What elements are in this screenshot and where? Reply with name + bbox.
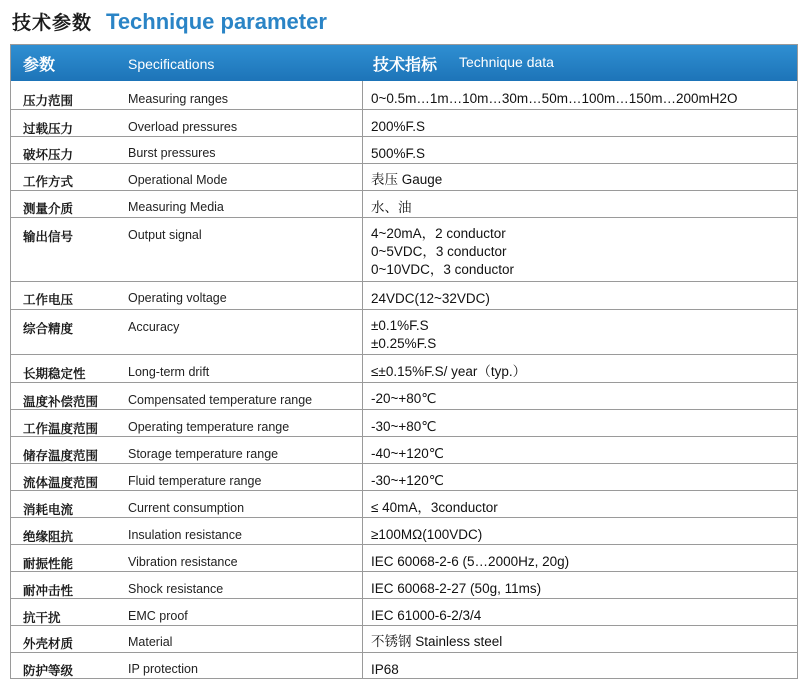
param-value-line: -40~+120℃ (371, 446, 444, 461)
param-name-cn: 过载压力 (23, 121, 74, 136)
param-value (371, 118, 425, 136)
param-name-en: Burst pressures (128, 146, 216, 160)
param-value (371, 472, 444, 490)
param-name-cn: 防护等级 (23, 663, 74, 678)
column-divider (362, 383, 363, 409)
page-title (12, 8, 327, 36)
param-value-line: IEC 60068-2-27 (50g, 11ms) (371, 581, 542, 596)
spec-table (10, 44, 798, 679)
table-row (11, 625, 797, 652)
param-name-cn: 储存温度范围 (23, 448, 99, 463)
param-name-cn: 耐振性能 (23, 556, 74, 571)
param-value (371, 199, 412, 217)
table-row (11, 309, 797, 354)
param-value-line: IP68 (371, 662, 399, 677)
column-divider (362, 626, 363, 652)
column-divider (362, 545, 363, 571)
param-value-line: 水、油 (371, 200, 412, 215)
param-name-en: Storage temperature range (128, 447, 279, 461)
column-divider (362, 355, 363, 382)
column-divider (362, 191, 363, 217)
table-row (11, 382, 797, 409)
table-row (11, 109, 797, 136)
param-value (371, 418, 436, 436)
column-divider (362, 310, 363, 354)
param-name-en: Measuring ranges (128, 92, 229, 106)
header-data-en: Technique data (459, 54, 554, 70)
param-name-en: Compensated temperature range (128, 393, 313, 407)
table-row (11, 81, 797, 109)
param-name-en: Measuring Media (128, 200, 224, 214)
param-name-cn: 绝缘阻抗 (23, 529, 74, 544)
param-value (371, 290, 490, 308)
param-value (371, 553, 569, 571)
column-divider (362, 110, 363, 136)
param-value (371, 390, 436, 408)
param-value-line: 0~10VDC，3 conductor (371, 262, 514, 277)
param-value (371, 445, 444, 463)
param-value-line: 4~20mA，2 conductor (371, 226, 506, 241)
param-value-line: -30~+120℃ (371, 473, 444, 488)
param-name-cn: 工作电压 (23, 292, 74, 307)
table-row (11, 409, 797, 436)
param-name-cn: 综合精度 (23, 321, 74, 336)
param-value-line: 24VDC(12~32VDC) (371, 291, 490, 306)
param-name-cn: 外壳材质 (23, 636, 74, 651)
param-name-en: IP protection (128, 662, 198, 676)
param-name-en: Operational Mode (128, 173, 228, 187)
column-divider (362, 518, 363, 544)
param-name-en: Current consumption (128, 501, 245, 515)
column-divider (362, 410, 363, 436)
param-name-cn: 消耗电流 (23, 502, 74, 517)
param-value (371, 145, 425, 163)
param-name-cn: 长期稳定性 (23, 366, 86, 381)
column-divider (362, 491, 363, 517)
param-value (371, 661, 399, 679)
param-name-cn: 耐冲击性 (23, 583, 74, 598)
column-divider (362, 137, 363, 163)
title-chinese: 技术参数 (12, 12, 93, 34)
param-value (371, 363, 526, 381)
param-value-line: 表压 Gauge (371, 172, 443, 187)
title-english: Technique parameter (106, 9, 327, 34)
table-row (11, 354, 797, 382)
param-name-en: Material (128, 635, 173, 649)
param-name-cn: 破坏压力 (23, 147, 74, 162)
table-row (11, 652, 797, 678)
param-name-en: Long-term drift (128, 365, 210, 379)
param-value (371, 171, 442, 189)
param-value (371, 225, 514, 279)
param-name-en: Vibration resistance (128, 555, 238, 569)
param-name-cn: 测量介质 (23, 201, 74, 216)
param-value (371, 607, 481, 625)
column-divider (362, 572, 363, 598)
table-row (11, 163, 797, 190)
param-value-line: 500%F.S (371, 146, 426, 161)
param-name-cn: 工作方式 (23, 174, 74, 189)
param-name-en: Fluid temperature range (128, 474, 262, 488)
header-param-en: Specifications (128, 56, 215, 72)
param-value-line: ±0.1%F.S (371, 318, 429, 333)
param-name-cn: 抗干扰 (23, 610, 61, 625)
param-value-line: 200%F.S (371, 119, 426, 134)
param-name-en: EMC proof (128, 609, 188, 623)
param-value-line: IEC 60068-2-6 (5…2000Hz, 20g) (371, 554, 570, 569)
param-value-line: IEC 61000-6-2/3/4 (371, 608, 482, 623)
column-divider (362, 437, 363, 463)
table-row (11, 436, 797, 463)
param-value-line: ≤ 40mA，3conductor (371, 500, 498, 515)
param-name-en: Overload pressures (128, 120, 238, 134)
param-name-en: Operating voltage (128, 291, 227, 305)
param-value-line: 0~0.5m…1m…10m…30m…50m…100m…150m…200mH2O (371, 91, 738, 106)
param-value-line: 0~5VDC，3 conductor (371, 244, 507, 259)
param-value (371, 526, 482, 544)
param-name-en: Operating temperature range (128, 420, 290, 434)
param-name-cn: 压力范围 (23, 93, 74, 108)
table-row (11, 517, 797, 544)
table-row (11, 217, 797, 281)
table-row (11, 463, 797, 490)
column-divider (362, 81, 363, 109)
column-divider (362, 464, 363, 490)
column-divider (362, 282, 363, 309)
param-name-cn: 温度补偿范围 (23, 394, 99, 409)
table-row (11, 136, 797, 163)
param-name-en: Accuracy (128, 320, 180, 334)
column-divider (362, 599, 363, 625)
column-divider (362, 653, 363, 678)
param-value (371, 580, 541, 598)
table-row (11, 281, 797, 309)
param-name-en: Shock resistance (128, 582, 224, 596)
param-name-en: Output signal (128, 228, 202, 242)
param-value (371, 90, 738, 108)
param-name-cn: 输出信号 (23, 229, 74, 244)
table-row (11, 571, 797, 598)
param-value-line: ≥100MΩ(100VDC) (371, 527, 483, 542)
param-name-cn: 工作温度范围 (23, 421, 99, 436)
table-row (11, 544, 797, 571)
param-name-en: Insulation resistance (128, 528, 242, 542)
param-value-line: ±0.25%F.S (371, 336, 437, 351)
param-value (371, 499, 498, 517)
param-name-cn: 流体温度范围 (23, 475, 99, 490)
column-divider (362, 218, 363, 281)
param-value-line: ≤±0.15%F.S/ year（typ.） (371, 364, 527, 379)
table-row (11, 598, 797, 625)
param-value (371, 633, 502, 651)
header-data-cn: 技术指标 (373, 54, 438, 74)
table-row (11, 190, 797, 217)
header-param-cn: 参数 (23, 54, 56, 74)
table-body (11, 81, 797, 678)
table-header (11, 45, 797, 81)
param-value-line: -20~+80℃ (371, 391, 437, 406)
table-row (11, 490, 797, 517)
param-value-line: -30~+80℃ (371, 419, 437, 434)
param-value (371, 317, 436, 353)
column-divider (362, 164, 363, 190)
param-value-line: 不锈钢 Stainless steel (371, 634, 503, 649)
